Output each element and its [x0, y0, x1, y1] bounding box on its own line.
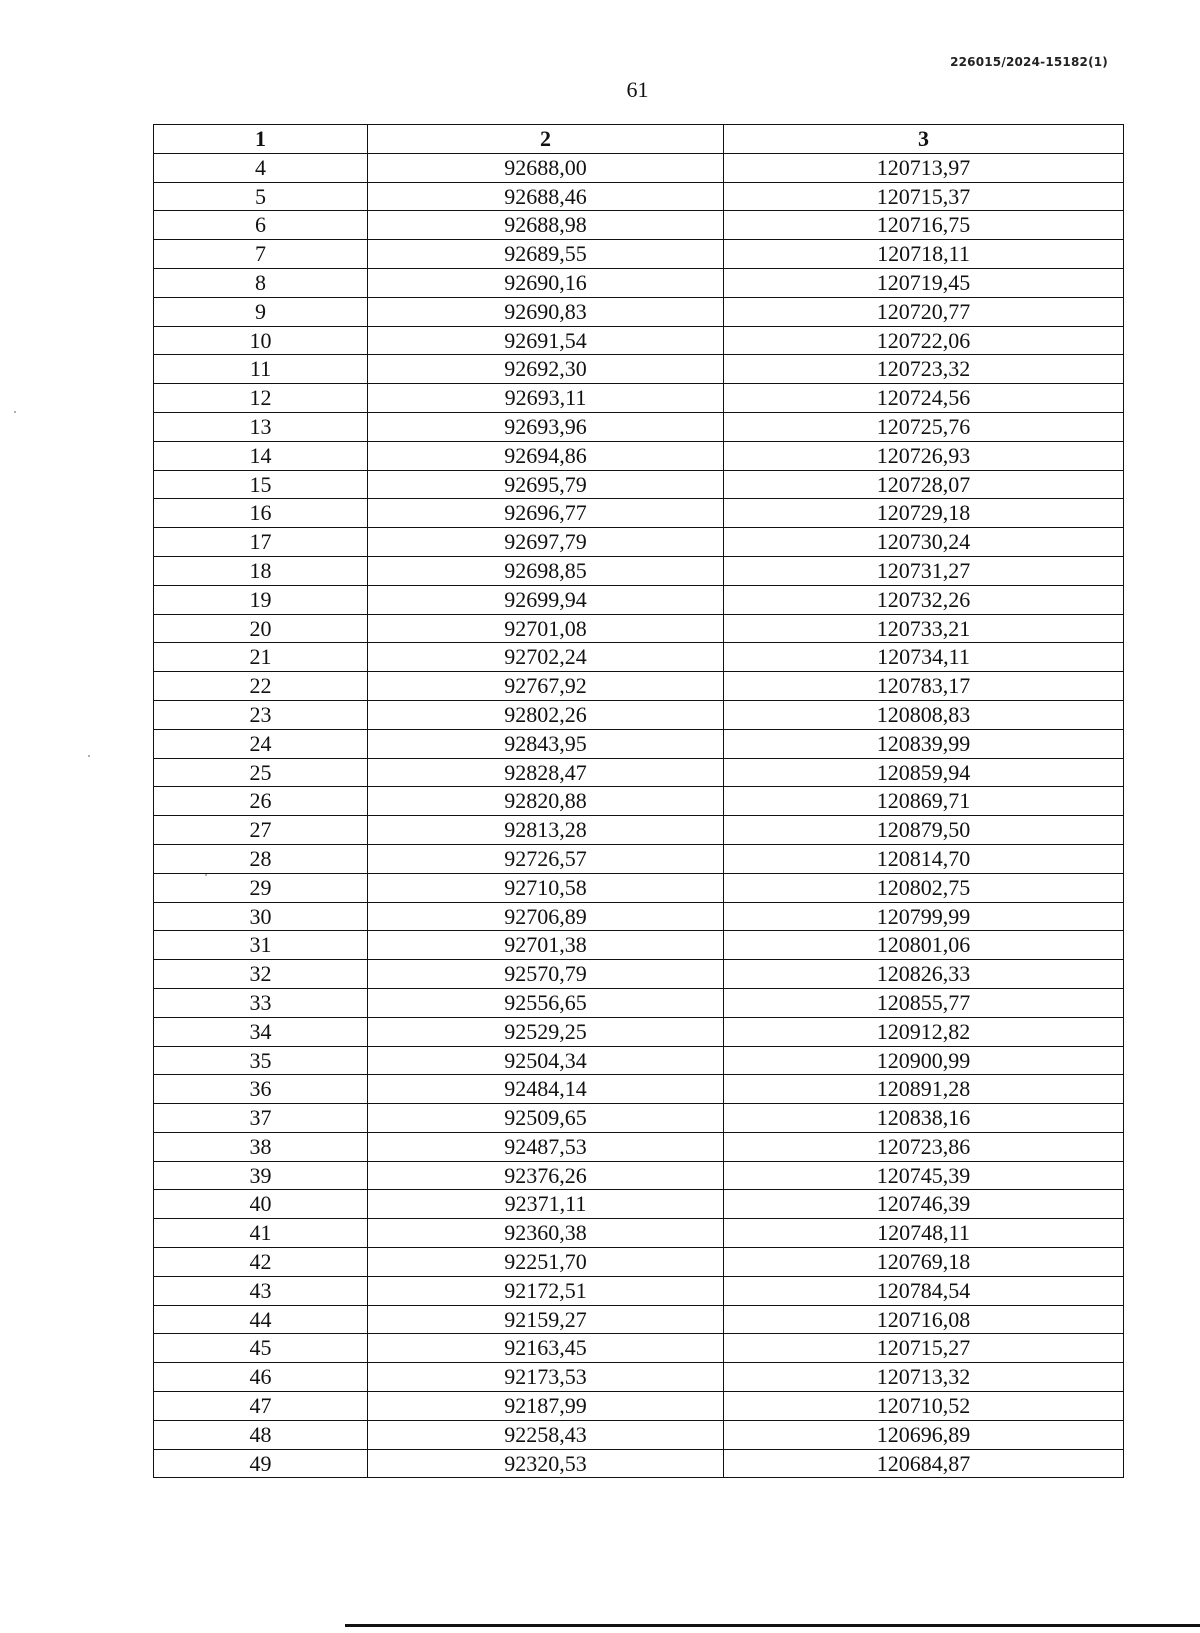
- table-row: [154, 556, 1124, 585]
- x-coordinate-cell: 92697,79: [368, 528, 724, 557]
- x-coordinate-cell: 92556,65: [368, 988, 724, 1017]
- point-number-cell: 14: [154, 441, 368, 470]
- x-coordinate-cell: 92710,58: [368, 873, 724, 902]
- table-row: [154, 931, 1124, 960]
- y-coordinate-cell: 120718,11: [724, 240, 1124, 269]
- point-number-cell: 42: [154, 1248, 368, 1277]
- x-coordinate-cell: 92376,26: [368, 1161, 724, 1190]
- x-coordinate-cell: 92487,53: [368, 1132, 724, 1161]
- point-number-cell: 37: [154, 1104, 368, 1133]
- table-row: [154, 1161, 1124, 1190]
- table-row: [154, 153, 1124, 182]
- x-coordinate-cell: 92843,95: [368, 729, 724, 758]
- point-number-cell: 34: [154, 1017, 368, 1046]
- x-coordinate-cell: 92688,46: [368, 182, 724, 211]
- table-row: [154, 1132, 1124, 1161]
- point-number-cell: 12: [154, 384, 368, 413]
- x-coordinate-cell: 92695,79: [368, 470, 724, 499]
- point-number-cell: 23: [154, 700, 368, 729]
- x-coordinate-cell: 92767,92: [368, 672, 724, 701]
- table-row: [154, 412, 1124, 441]
- table-row: [154, 211, 1124, 240]
- table-row: [154, 528, 1124, 557]
- x-coordinate-cell: 92802,26: [368, 700, 724, 729]
- point-number-cell: 39: [154, 1161, 368, 1190]
- point-number-cell: 22: [154, 672, 368, 701]
- x-coordinate-cell: 92173,53: [368, 1363, 724, 1392]
- y-coordinate-cell: 120715,27: [724, 1334, 1124, 1363]
- point-number-cell: 8: [154, 268, 368, 297]
- table-row: [154, 384, 1124, 413]
- y-coordinate-cell: 120728,07: [724, 470, 1124, 499]
- y-coordinate-cell: 120784,54: [724, 1276, 1124, 1305]
- point-number-cell: 49: [154, 1449, 368, 1478]
- y-coordinate-cell: 120808,83: [724, 700, 1124, 729]
- table-row: [154, 1046, 1124, 1075]
- y-coordinate-cell: 120722,06: [724, 326, 1124, 355]
- x-coordinate-cell: 92509,65: [368, 1104, 724, 1133]
- column-header-2: 2: [368, 125, 724, 154]
- y-coordinate-cell: 120802,75: [724, 873, 1124, 902]
- x-coordinate-cell: 92251,70: [368, 1248, 724, 1277]
- table-row: [154, 873, 1124, 902]
- document-id: 226015/2024-15182(1): [950, 55, 1108, 69]
- table-row: [154, 355, 1124, 384]
- x-coordinate-cell: 92258,43: [368, 1420, 724, 1449]
- y-coordinate-cell: 120713,97: [724, 153, 1124, 182]
- table-row: [154, 1420, 1124, 1449]
- table-row: [154, 614, 1124, 643]
- table-row: [154, 1392, 1124, 1421]
- point-number-cell: 41: [154, 1219, 368, 1248]
- table-row: [154, 1190, 1124, 1219]
- x-coordinate-cell: 92702,24: [368, 643, 724, 672]
- y-coordinate-cell: 120732,26: [724, 585, 1124, 614]
- table-row: [154, 1363, 1124, 1392]
- y-coordinate-cell: 120814,70: [724, 844, 1124, 873]
- point-number-cell: 18: [154, 556, 368, 585]
- x-coordinate-cell: 92690,83: [368, 297, 724, 326]
- table-row: [154, 672, 1124, 701]
- point-number-cell: 15: [154, 470, 368, 499]
- table-body: [154, 153, 1124, 1478]
- y-coordinate-cell: 120859,94: [724, 758, 1124, 787]
- point-number-cell: 44: [154, 1305, 368, 1334]
- y-coordinate-cell: 120891,28: [724, 1075, 1124, 1104]
- table-row: [154, 1075, 1124, 1104]
- point-number-cell: 20: [154, 614, 368, 643]
- point-number-cell: 6: [154, 211, 368, 240]
- point-number-cell: 16: [154, 499, 368, 528]
- x-coordinate-cell: 92693,11: [368, 384, 724, 413]
- table-row: [154, 326, 1124, 355]
- table-row: [154, 816, 1124, 845]
- x-coordinate-cell: 92820,88: [368, 787, 724, 816]
- y-coordinate-cell: 120729,18: [724, 499, 1124, 528]
- point-number-cell: 4: [154, 153, 368, 182]
- table-row: [154, 902, 1124, 931]
- y-coordinate-cell: 120713,32: [724, 1363, 1124, 1392]
- y-coordinate-cell: 120783,17: [724, 672, 1124, 701]
- x-coordinate-cell: 92163,45: [368, 1334, 724, 1363]
- x-coordinate-cell: 92726,57: [368, 844, 724, 873]
- point-number-cell: 7: [154, 240, 368, 269]
- y-coordinate-cell: 120912,82: [724, 1017, 1124, 1046]
- coordinates-table-container: [153, 124, 1123, 1478]
- y-coordinate-cell: 120723,32: [724, 355, 1124, 384]
- point-number-cell: 28: [154, 844, 368, 873]
- point-number-cell: 26: [154, 787, 368, 816]
- y-coordinate-cell: 120719,45: [724, 268, 1124, 297]
- x-coordinate-cell: 92706,89: [368, 902, 724, 931]
- point-number-cell: 27: [154, 816, 368, 845]
- table-row: [154, 787, 1124, 816]
- x-coordinate-cell: 92689,55: [368, 240, 724, 269]
- point-number-cell: 36: [154, 1075, 368, 1104]
- point-number-cell: 19: [154, 585, 368, 614]
- table-header: [154, 125, 1124, 154]
- table-header-row: [154, 125, 1124, 154]
- y-coordinate-cell: 120748,11: [724, 1219, 1124, 1248]
- point-number-cell: 40: [154, 1190, 368, 1219]
- table-row: [154, 1449, 1124, 1478]
- y-coordinate-cell: 120725,76: [724, 412, 1124, 441]
- x-coordinate-cell: 92693,96: [368, 412, 724, 441]
- y-coordinate-cell: 120799,99: [724, 902, 1124, 931]
- y-coordinate-cell: 120801,06: [724, 931, 1124, 960]
- y-coordinate-cell: 120879,50: [724, 816, 1124, 845]
- point-number-cell: 29: [154, 873, 368, 902]
- y-coordinate-cell: 120724,56: [724, 384, 1124, 413]
- point-number-cell: 38: [154, 1132, 368, 1161]
- y-coordinate-cell: 120900,99: [724, 1046, 1124, 1075]
- scan-artifact: [205, 874, 207, 876]
- point-number-cell: 13: [154, 412, 368, 441]
- point-number-cell: 43: [154, 1276, 368, 1305]
- y-coordinate-cell: 120855,77: [724, 988, 1124, 1017]
- point-number-cell: 35: [154, 1046, 368, 1075]
- x-coordinate-cell: 92701,38: [368, 931, 724, 960]
- y-coordinate-cell: 120838,16: [724, 1104, 1124, 1133]
- point-number-cell: 32: [154, 960, 368, 989]
- x-coordinate-cell: 92696,77: [368, 499, 724, 528]
- point-number-cell: 11: [154, 355, 368, 384]
- x-coordinate-cell: 92692,30: [368, 355, 724, 384]
- point-number-cell: 46: [154, 1363, 368, 1392]
- y-coordinate-cell: 120745,39: [724, 1161, 1124, 1190]
- table-row: [154, 1305, 1124, 1334]
- x-coordinate-cell: 92690,16: [368, 268, 724, 297]
- table-row: [154, 1276, 1124, 1305]
- y-coordinate-cell: 120710,52: [724, 1392, 1124, 1421]
- table-row: [154, 1334, 1124, 1363]
- x-coordinate-cell: 92529,25: [368, 1017, 724, 1046]
- y-coordinate-cell: 120734,11: [724, 643, 1124, 672]
- x-coordinate-cell: 92159,27: [368, 1305, 724, 1334]
- point-number-cell: 31: [154, 931, 368, 960]
- table-row: [154, 470, 1124, 499]
- x-coordinate-cell: 92699,94: [368, 585, 724, 614]
- table-row: [154, 1248, 1124, 1277]
- y-coordinate-cell: 120826,33: [724, 960, 1124, 989]
- page-number: 61: [626, 77, 649, 102]
- table-row: [154, 297, 1124, 326]
- table-row: [154, 988, 1124, 1017]
- x-coordinate-cell: 92701,08: [368, 614, 724, 643]
- point-number-cell: 33: [154, 988, 368, 1017]
- y-coordinate-cell: 120731,27: [724, 556, 1124, 585]
- table-row: [154, 240, 1124, 269]
- x-coordinate-cell: 92360,38: [368, 1219, 724, 1248]
- coordinates-table: [153, 124, 1124, 1478]
- y-coordinate-cell: 120839,99: [724, 729, 1124, 758]
- x-coordinate-cell: 92828,47: [368, 758, 724, 787]
- y-coordinate-cell: 120733,21: [724, 614, 1124, 643]
- x-coordinate-cell: 92813,28: [368, 816, 724, 845]
- table-row: [154, 1017, 1124, 1046]
- table-row: [154, 441, 1124, 470]
- x-coordinate-cell: 92688,00: [368, 153, 724, 182]
- x-coordinate-cell: 92172,51: [368, 1276, 724, 1305]
- table-row: [154, 758, 1124, 787]
- table-row: [154, 499, 1124, 528]
- point-number-cell: 47: [154, 1392, 368, 1421]
- table-row: [154, 585, 1124, 614]
- y-coordinate-cell: 120696,89: [724, 1420, 1124, 1449]
- x-coordinate-cell: 92694,86: [368, 441, 724, 470]
- y-coordinate-cell: 120769,18: [724, 1248, 1124, 1277]
- bottom-rule: [345, 1624, 1200, 1627]
- x-coordinate-cell: 92484,14: [368, 1075, 724, 1104]
- y-coordinate-cell: 120746,39: [724, 1190, 1124, 1219]
- y-coordinate-cell: 120869,71: [724, 787, 1124, 816]
- table-row: [154, 1104, 1124, 1133]
- x-coordinate-cell: 92698,85: [368, 556, 724, 585]
- table-row: [154, 182, 1124, 211]
- table-row: [154, 1219, 1124, 1248]
- x-coordinate-cell: 92691,54: [368, 326, 724, 355]
- scan-artifact: [88, 755, 90, 757]
- y-coordinate-cell: 120716,75: [724, 211, 1124, 240]
- y-coordinate-cell: 120730,24: [724, 528, 1124, 557]
- point-number-cell: 30: [154, 902, 368, 931]
- point-number-cell: 17: [154, 528, 368, 557]
- y-coordinate-cell: 120720,77: [724, 297, 1124, 326]
- x-coordinate-cell: 92688,98: [368, 211, 724, 240]
- table-row: [154, 844, 1124, 873]
- y-coordinate-cell: 120715,37: [724, 182, 1124, 211]
- y-coordinate-cell: 120684,87: [724, 1449, 1124, 1478]
- point-number-cell: 25: [154, 758, 368, 787]
- point-number-cell: 24: [154, 729, 368, 758]
- y-coordinate-cell: 120726,93: [724, 441, 1124, 470]
- scan-artifact: [14, 411, 16, 413]
- table-row: [154, 643, 1124, 672]
- table-row: [154, 729, 1124, 758]
- point-number-cell: 21: [154, 643, 368, 672]
- y-coordinate-cell: 120723,86: [724, 1132, 1124, 1161]
- x-coordinate-cell: 92320,53: [368, 1449, 724, 1478]
- point-number-cell: 9: [154, 297, 368, 326]
- x-coordinate-cell: 92187,99: [368, 1392, 724, 1421]
- column-header-3: 3: [724, 125, 1124, 154]
- x-coordinate-cell: 92570,79: [368, 960, 724, 989]
- x-coordinate-cell: 92371,11: [368, 1190, 724, 1219]
- x-coordinate-cell: 92504,34: [368, 1046, 724, 1075]
- column-header-1: 1: [154, 125, 368, 154]
- point-number-cell: 48: [154, 1420, 368, 1449]
- point-number-cell: 10: [154, 326, 368, 355]
- table-row: [154, 268, 1124, 297]
- table-row: [154, 700, 1124, 729]
- y-coordinate-cell: 120716,08: [724, 1305, 1124, 1334]
- point-number-cell: 45: [154, 1334, 368, 1363]
- table-row: [154, 960, 1124, 989]
- point-number-cell: 5: [154, 182, 368, 211]
